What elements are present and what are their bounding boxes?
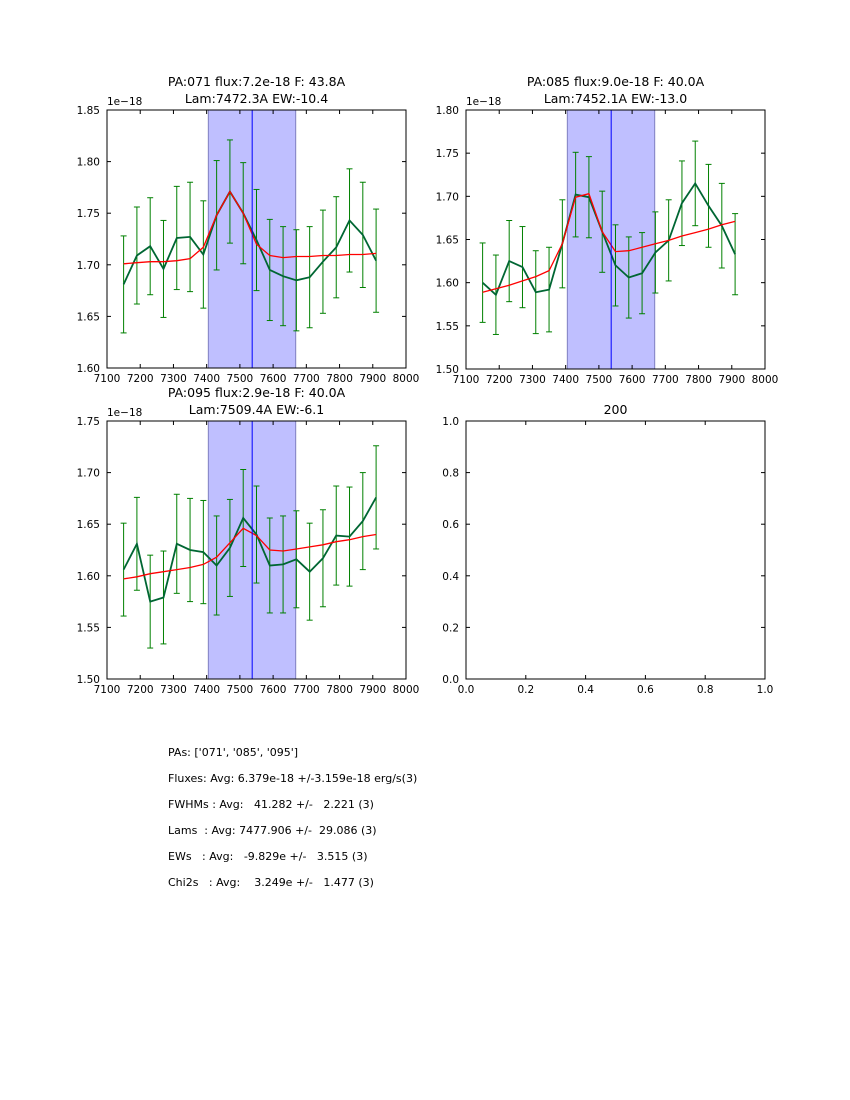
y-tick-label: 1.80: [435, 105, 459, 117]
subplot-title-line1: PA:071 flux:7.2e-18 F: 43.8A: [167, 74, 346, 89]
x-tick-label: 7900: [718, 374, 746, 386]
x-tick-label: 7300: [160, 373, 187, 385]
y-tick-label: 1.75: [76, 208, 100, 221]
x-tick-label: 7800: [326, 684, 353, 696]
y-tick-label: 0.2: [442, 622, 459, 635]
summary-fwhms: FWHMs : Avg: 41.282 +/- 2.221 (3): [168, 798, 374, 811]
plot-area: [121, 110, 379, 368]
x-tick-label: 7600: [259, 373, 287, 385]
axes-frame: [466, 421, 765, 679]
x-tick-label: 8000: [392, 684, 420, 696]
y-tick-label: 1.70: [76, 467, 100, 480]
subplot-1: [77, 74, 420, 385]
y-tick-label: 1.70: [435, 191, 459, 204]
subplot-title-line2: Lam:7509.4A EW:-6.1: [188, 402, 325, 417]
x-tick-label: 7700: [292, 684, 320, 696]
x-tick-label: 8000: [392, 373, 420, 385]
x-tick-label: 7200: [126, 373, 154, 385]
x-tick-label: 8000: [751, 374, 779, 386]
summary-chi2s: Chi2s : Avg: 3.249e +/- 1.477 (3): [168, 876, 374, 889]
x-tick-label: 7200: [126, 684, 154, 696]
y-tick-label: 1.60: [76, 570, 100, 583]
x-tick-label: 0.0: [457, 684, 475, 696]
y-tick-label: 1.80: [76, 156, 100, 169]
y-tick-label: 0.0: [442, 674, 459, 686]
y-tick-label: 1.50: [76, 674, 100, 686]
x-tick-label: 7800: [326, 373, 353, 385]
x-tick-label: 7100: [93, 373, 121, 385]
y-tick-label: 1.70: [76, 259, 100, 272]
y-tick-label: 1.55: [76, 622, 100, 635]
subplot-title: 200: [603, 402, 628, 417]
x-tick-label: 7500: [585, 374, 613, 386]
summary-pas: PAs: ['071', '085', '095']: [168, 746, 299, 759]
x-tick-label: 7600: [259, 684, 287, 696]
y-tick-label: 0.4: [442, 570, 459, 583]
subplot-3: [77, 385, 420, 696]
x-tick-label: 7900: [359, 684, 387, 696]
x-tick-label: 7400: [193, 684, 221, 696]
x-tick-label: 7700: [651, 374, 679, 386]
x-tick-label: 7100: [452, 374, 480, 386]
y-tick-label: 1.50: [435, 364, 459, 376]
x-tick-label: 0.4: [577, 684, 594, 696]
summary-fluxes: Fluxes: Avg: 6.379e-18 +/-3.159e-18 erg/s(3): [168, 772, 418, 785]
y-tick-label: 1.60: [435, 277, 459, 290]
subplot-title-line1: PA:095 flux:2.9e-18 F: 40.0A: [167, 385, 346, 400]
x-tick-label: 7300: [519, 374, 546, 386]
y-tick-label: 1.55: [435, 320, 459, 333]
x-tick-label: 7500: [226, 684, 254, 696]
x-tick-label: 1.0: [756, 684, 774, 696]
x-tick-label: 7100: [93, 684, 121, 696]
x-tick-label: 0.2: [517, 684, 535, 696]
x-tick-label: 7400: [552, 374, 580, 386]
y-tick-label: 1.75: [435, 148, 459, 161]
subplot-title-line2: Lam:7452.1A EW:-13.0: [543, 91, 688, 106]
summary-ews: EWs : Avg: -9.829e +/- 3.515 (3): [168, 850, 368, 863]
x-tick-label: 7400: [193, 373, 221, 385]
y-tick-label: 1.65: [76, 519, 100, 532]
subplot-4: [442, 402, 773, 696]
y-tick-label: 0.8: [442, 467, 459, 480]
plot-area: [480, 110, 738, 369]
plot-area: [121, 421, 379, 679]
y-offset-label: 1e−18: [107, 407, 143, 419]
y-tick-label: 1.75: [76, 416, 100, 428]
subplot-2: [436, 74, 779, 386]
y-tick-label: 0.6: [442, 519, 459, 532]
x-tick-label: 0.8: [696, 684, 714, 696]
subplot-title-line2: Lam:7472.3A EW:-10.4: [184, 91, 329, 106]
x-tick-label: 7900: [359, 373, 387, 385]
y-offset-label: 1e−18: [466, 96, 502, 108]
y-tick-label: 1.0: [442, 416, 459, 428]
x-tick-label: 7600: [618, 374, 646, 386]
y-tick-label: 1.85: [76, 105, 100, 117]
y-tick-label: 1.65: [435, 234, 459, 247]
x-tick-label: 7700: [292, 373, 320, 385]
x-tick-label: 7800: [685, 374, 712, 386]
x-tick-label: 7500: [226, 373, 254, 385]
y-tick-label: 1.65: [76, 311, 100, 324]
y-offset-label: 1e−18: [107, 96, 143, 108]
summary-lams: Lams : Avg: 7477.906 +/- 29.086 (3): [168, 824, 377, 837]
x-tick-label: 7300: [160, 684, 187, 696]
y-tick-label: 1.60: [76, 363, 100, 375]
x-tick-label: 0.6: [637, 684, 654, 696]
subplot-title-line1: PA:085 flux:9.0e-18 F: 40.0A: [526, 74, 705, 89]
x-tick-label: 7200: [485, 374, 513, 386]
